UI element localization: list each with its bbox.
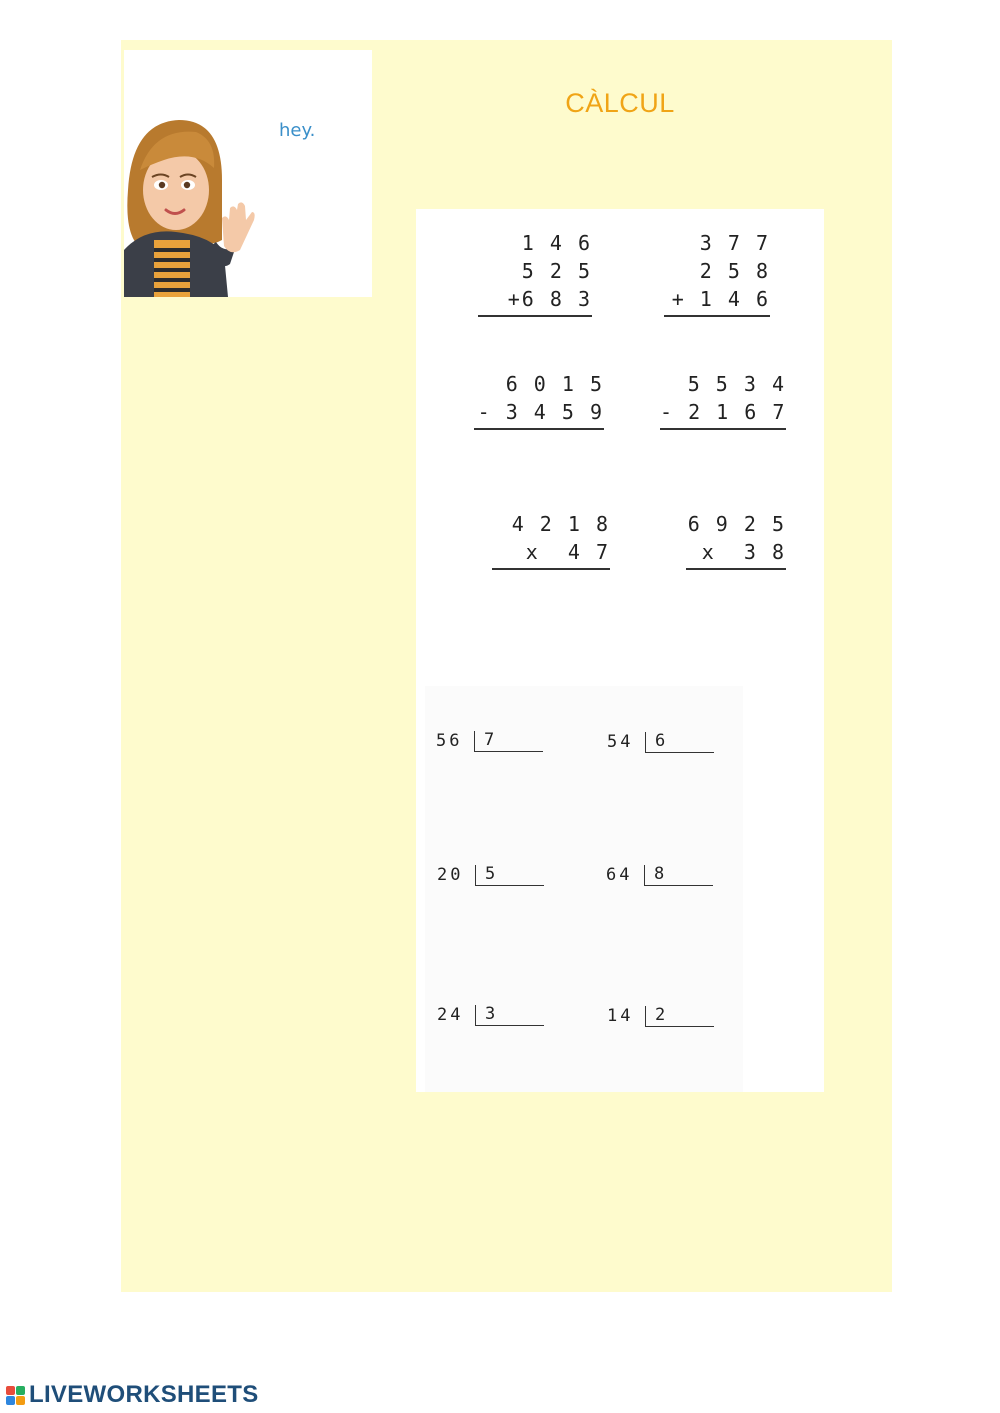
multiplication-problem-2 (686, 510, 786, 570)
multiplication-problem-1 (492, 510, 610, 570)
dividend: 64 (606, 865, 633, 885)
subtraction-problem-2 (660, 370, 786, 430)
page-title: CÀLCUL (565, 88, 675, 118)
answer-line (492, 568, 610, 570)
divisor: 6 (655, 731, 666, 751)
dividend: 14 (607, 1006, 634, 1026)
logo-square (16, 1396, 25, 1405)
dividend: 54 (607, 732, 634, 752)
answer-line (660, 428, 786, 430)
addition-problem-1 (478, 229, 592, 317)
avatar-card (124, 50, 372, 297)
answer-line (474, 428, 604, 430)
dividend: 24 (437, 1005, 464, 1025)
operand-row: 6 9 2 5 (687, 512, 786, 536)
answer-line (478, 315, 592, 317)
answer-line (686, 568, 786, 570)
brand-name: LIVEWORKSHEETS (29, 1381, 259, 1408)
logo-square (16, 1386, 25, 1395)
operand-row: 5 2 5 (521, 259, 592, 283)
operand-row: 2 5 8 (699, 259, 770, 283)
subtraction-problem-1 (474, 370, 604, 430)
dividend: 20 (437, 865, 464, 885)
divisor: 3 (485, 1004, 496, 1024)
logo-square (6, 1386, 15, 1395)
operand-row: 4 2 1 8 (511, 512, 610, 536)
operand-row: + 1 4 6 (671, 287, 770, 311)
operand-row: 6 0 1 5 (505, 372, 604, 396)
operand-row: 1 4 6 (521, 231, 592, 255)
operand-row: x 4 7 (525, 540, 610, 564)
divisor: 7 (484, 730, 495, 750)
logo-mark-icon (6, 1386, 25, 1405)
operand-row: +6 8 3 (507, 287, 592, 311)
operand-row: 5 5 3 4 (687, 372, 786, 396)
operand-row: - 2 1 6 7 (660, 400, 787, 424)
divisor: 8 (654, 864, 665, 884)
logo-square (6, 1396, 15, 1405)
dividend: 56 (436, 731, 463, 751)
liveworksheets-logo[interactable] (6, 1381, 259, 1409)
operand-row: 3 7 7 (699, 231, 770, 255)
greeting-text: hey. (279, 120, 316, 141)
operand-row: x 3 8 (701, 540, 786, 564)
operand-row: - 3 4 5 9 (477, 400, 604, 424)
divisor: 5 (485, 864, 496, 884)
answer-line (664, 315, 770, 317)
avatar-illustration (124, 50, 372, 297)
addition-problem-2 (664, 229, 770, 317)
divisor: 2 (655, 1005, 666, 1025)
